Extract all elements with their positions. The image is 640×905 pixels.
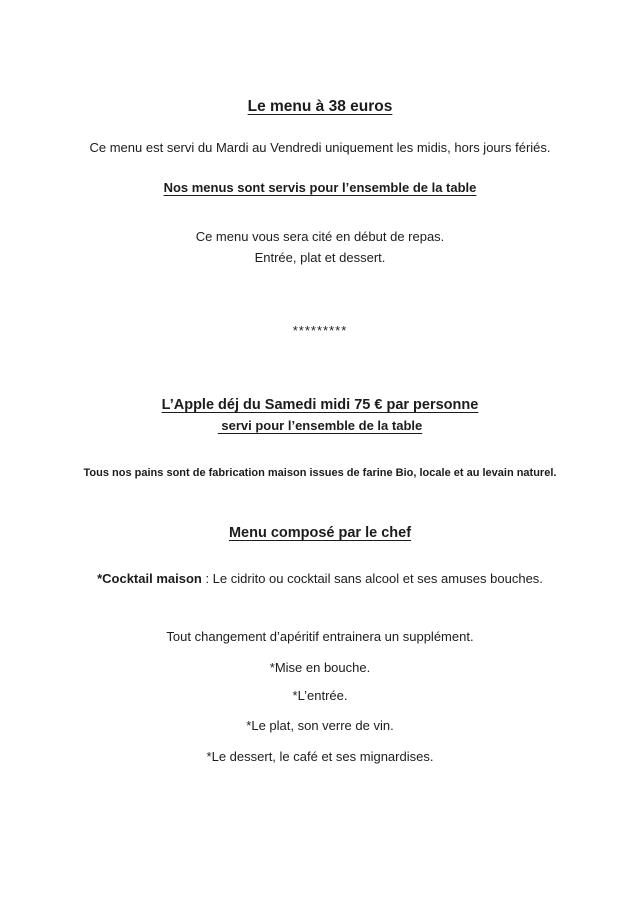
chef-course-plat: *Le plat, son verre de vin.	[246, 718, 394, 733]
aperitif-supplement-note: Tout changement d’apéritif entrainera un supplément.	[166, 629, 474, 644]
menu38-courses-note: Entrée, plat et dessert.	[254, 250, 386, 265]
bread-note: Tous nos pains sont de fabrication maison issues de farine Bio, locale et au levain naturel.	[83, 467, 557, 479]
chef-course-dessert: *Le dessert, le café et ses mignardises.	[206, 749, 434, 764]
menu38-recital-note: Ce menu vous sera cité en début de repas.	[195, 229, 445, 244]
appledej-title: L’Apple déj du Samedi midi 75 € par personne	[161, 397, 479, 413]
cocktail-description: : Le cidrito ou cocktail sans alcool et ses amuses bouches.	[201, 571, 543, 586]
section-separator-asterisks: *********	[292, 323, 348, 338]
appledej-subtitle: servi pour l’ensemble de la table	[217, 418, 423, 433]
menu38-service-note: Nos menus sont servis pour l’ensemble de la table	[163, 180, 477, 195]
menu38-availability-note: Ce menu est servi du Mardi au Vendredi uniquement les midis, hors jours fériés.	[89, 140, 551, 155]
cocktail-label: *Cocktail maison	[97, 571, 202, 586]
chef-course-entree: *L’entrée.	[292, 688, 348, 703]
chef-course-mise-en-bouche: *Mise en bouche.	[269, 660, 371, 675]
menu38-title: Le menu à 38 euros	[247, 98, 393, 115]
cocktail-line	[0, 570, 640, 588]
chef-menu-title: Menu composé par le chef	[228, 525, 412, 541]
